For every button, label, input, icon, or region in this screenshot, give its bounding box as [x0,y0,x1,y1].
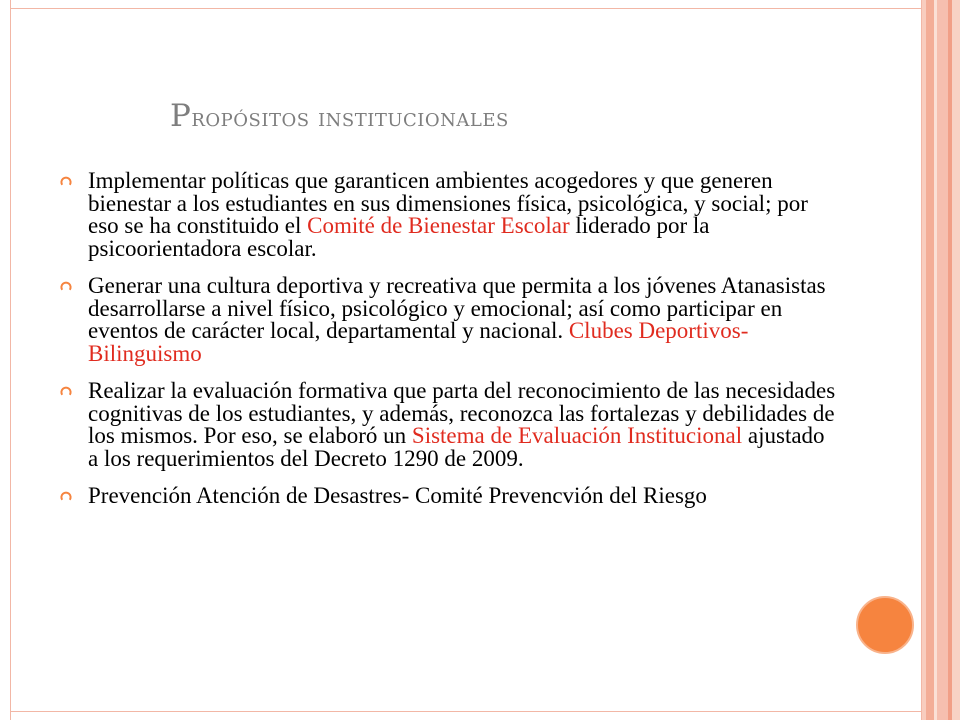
circular-arc-bullet-icon [60,176,72,188]
decorative-stripe [937,0,948,720]
decorative-stripe [952,0,960,720]
bullet-text-end: liderado por la psicoorientadora escolar. [88,213,710,261]
decorative-stripe [926,0,934,720]
highlight-text: Clubes Deportivos- Bilinguismo [88,318,749,366]
highlight-text: Comité de Bienestar Escolar [307,213,570,238]
bullet-text: Realizar la evaluación formativa que parta del reconocimiento de las necesidades cognitivas de los estudiantes, y además, reconozca las fortalezas y debilidades de los mismos. Por eso, se elaboró un [88,378,836,448]
list-item [60,170,840,260]
bullet-text: Generar una cultura deportiva y recreativa que permita a los jóvenes Atanasistas desarrollarse a nivel físico, psicológico y emocional; así como participar en eventos de carácter local, departamental y nacional. [88,273,826,343]
circular-arc-bullet-icon [60,491,72,503]
circular-arc-bullet-icon [60,281,72,293]
highlight-text: Sistema de Evaluación Institucional [411,423,743,448]
list-item [60,485,840,508]
bullet-text-end: ajustado a los requerimientos del Decreto 1290 de 2009. [88,423,825,471]
decorative-circle [856,596,914,654]
bullet-text: Implementar políticas que garanticen ambientes acogedores y que generen bienestar a los estudiantes en sus dimensiones física, psicológica, y social; por eso se ha constituido el [88,168,808,238]
list-item [60,275,840,365]
title-initial: P [170,98,192,134]
circular-arc-bullet-icon [60,386,72,398]
top-border-line [10,8,922,9]
title-rest: ropósitos institucionales [191,103,509,132]
bullet-list [60,170,840,523]
list-item [60,380,840,470]
slide-title [170,98,509,134]
bottom-border-line [10,711,922,712]
bullet-text: Prevención Atención de Desastres- Comité Prevencvión del Riesgo [88,483,707,508]
